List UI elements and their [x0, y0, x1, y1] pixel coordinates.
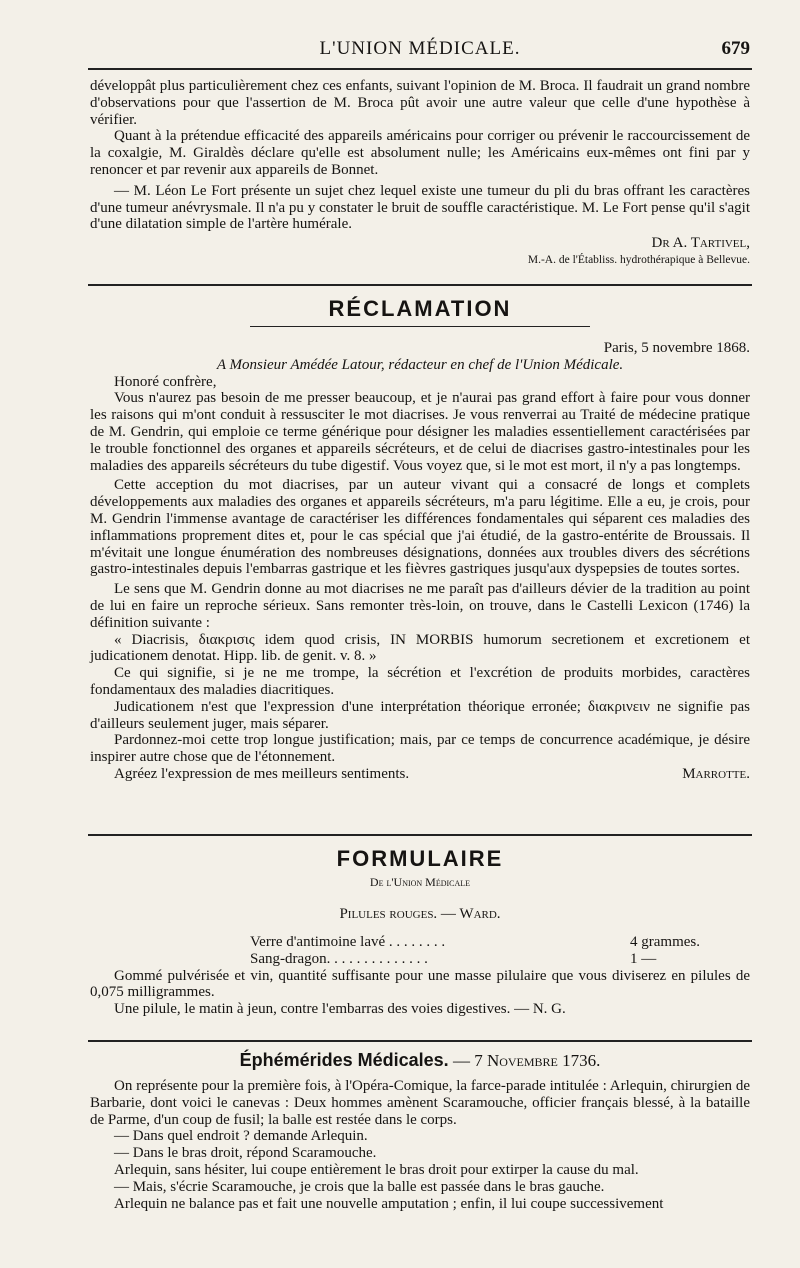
- ingredient-name: Sang-dragon. . . . . . . . . . . . . .: [250, 950, 428, 967]
- formulaire-subtitle-text: De l'Union Médicale: [369, 875, 471, 889]
- page-number: 679: [721, 38, 750, 59]
- ingredient-qty: 1 —: [630, 950, 657, 967]
- recipe-title-text: Pilules rouges. — Ward.: [339, 906, 501, 922]
- ephemerides-paragraph: — Dans le bras droit, répond Scaramouche.: [114, 1145, 377, 1162]
- author-signature: Dr A. Tartivel,: [651, 235, 750, 252]
- letter-signature: Marrotte.: [682, 765, 750, 782]
- ingredient-row: [90, 951, 750, 968]
- intro-paragraph: développât plus particulièrement chez ces enfants, suivant l'opinion de M. Broca. Il faudrait un grand nombre d'observations pour que l'assertion de M. Broca pût avoir une autre valeur que celle d'une hypothèse à vérifier.: [90, 78, 750, 128]
- ephemerides-date: — 7 Novembre 1736.: [452, 1051, 601, 1070]
- letter-salutation: Honoré confrère,: [114, 373, 217, 390]
- intro-section: [90, 78, 750, 269]
- letter-paragraph: Ce qui signifie, si je ne me trompe, la sécrétion et l'excrétion de produits morbides, caractères fondamentaux des maladies diacritiques.: [90, 665, 750, 698]
- letter-paragraph: Pardonnez-moi cette trop longue justification; mais, par ce temps de concurrence académique, je désire inspirer autre chose que de l'étonnement.: [90, 732, 750, 766]
- page-header: [90, 38, 750, 64]
- ephemerides-heading: [90, 1050, 750, 1071]
- letter-paragraph: Vous n'aurez pas besoin de me presser beaucoup, et je n'aurai pas grand effort à faire pour vous donner les raisons qui m'ont conduit à ressusciter le mot diacrises. Je vous renverrai au Traité de médecine pratique de M. Gendrin, qui emploie ce terme générique pour désigner les maladies essentiellement caractérisées par le trouble fonctionnel des organes et appareils sécréteurs, et de celui de diacrises gastro-intestinales pour les maladies des appareils sécréteurs du tube digestif. Vous voyez que, si le mot est mort, il n'y a pas longtemps.: [90, 390, 750, 474]
- recipe-title: [90, 906, 750, 923]
- running-title: L'UNION MÉDICALE.: [319, 38, 521, 59]
- title-underline: [250, 326, 590, 327]
- ephemerides-paragraph: Arlequin, sans hésiter, lui coupe entièrement le bras droit pour extirper la cause du mal.: [114, 1161, 639, 1178]
- ephemerides-section: [90, 1078, 750, 1212]
- ephemerides-paragraph: On représente pour la première fois, à l'Opéra-Comique, la farce-parade intitulée : Arlequin, chirurgien de Barbarie, dont voici le canevas : Deux hommes amènent Scaramouche, officier français blessé, à la bataille de Parme, d'un coup de fusil; la balle est restée dans le corps.: [90, 1078, 750, 1128]
- section-title-reclamation: RÉCLAMATION: [328, 296, 512, 321]
- section-rule: [88, 284, 752, 286]
- recipe-paragraph: Une pilule, le matin à jeun, contre l'embarras des voies digestives. — N. G.: [114, 1001, 566, 1018]
- intro-paragraph: Quant à la prétendue efficacité des appareils américains pour corriger ou prévenir le raccourcissement de la coxalgie, M. Giraldès déclare qu'elle est absolument nulle; les Américains eux-mêmes ont fini par y renoncer et par revenir aux appareils de Bonnet.: [90, 128, 750, 178]
- ephemerides-paragraph: — Dans quel endroit ? demande Arlequin.: [114, 1128, 368, 1145]
- letter-address: A Monsieur Amédée Latour, rédacteur en chef de l'Union Médicale.: [216, 356, 624, 373]
- author-affiliation: M.-A. de l'Établiss. hydrothérapique à Bellevue.: [527, 253, 750, 266]
- reclamation-section: [90, 340, 750, 783]
- letter-quote: « Diacrisis, διακρισις idem quod crisis, IN MORBIS humorum secretionem et excretionem et judicationem denotat. Hipp. lib. de genit. v. 8. »: [90, 631, 750, 665]
- recipe-paragraph: Gommé pulvérisée et vin, quantité suffisante pour une masse pilulaire que vous diviserez en pilules de 0,075 milligrammes.: [90, 967, 750, 1001]
- intro-paragraph: — M. Léon Le Fort présente un sujet chez lequel existe une tumeur du pli du bras offrant les caractères d'une tumeur anévrysmale. Il n'a pu y constater le bruit de souffle caractéristique. M. Le Fort pense qu'il s'agit d'une dilatation simple de l'artère humérale.: [90, 182, 750, 233]
- ingredient-name: Verre d'antimoine lavé . . . . . . . .: [250, 934, 446, 950]
- ephemerides-paragraph: Arlequin ne balance pas et fait une nouvelle amputation ; enfin, il lui coupe successivement: [114, 1195, 664, 1212]
- ingredient-row: [90, 934, 750, 951]
- recipe-section: [90, 934, 750, 1018]
- letter-closing: [90, 766, 750, 783]
- ephemerides-title: Éphémérides Médicales.: [239, 1050, 449, 1070]
- ephemerides-paragraph: — Mais, s'écrie Scaramouche, je crois que la balle est passée dans le bras gauche.: [114, 1178, 605, 1195]
- ingredient-qty: 4 grammes.: [630, 934, 700, 950]
- letter-closing-text: Agréez l'expression de mes meilleurs sentiments.: [114, 765, 410, 782]
- formulaire-subtitle: [90, 874, 750, 891]
- section-title-formulaire: FORMULAIRE: [336, 846, 504, 871]
- letter-paragraph: Judicationem n'est que l'expression d'une interprétation théorique erronée; διακρινειν ne signifie pas d'ailleurs seulement juger, mais séparer.: [90, 698, 750, 732]
- letter-date: Paris, 5 novembre 1868.: [603, 340, 750, 356]
- section-rule: [88, 1040, 752, 1042]
- letter-paragraph: Le sens que M. Gendrin donne au mot diacrises ne me paraît pas d'ailleurs dévier de la tradition au point de lui en faire un reproche sérieux. Sans remonter très-loin, on trouve, dans le Castelli Lexicon (1746) la définition suivante :: [90, 581, 750, 631]
- letter-paragraph: Cette acception du mot diacrises, par un auteur vivant qui a consacré de longs et complets développements aux maladies des organes et appareils sécréteurs, m'a paru légitime. Elle a eu, je crois, pour M. Gendrin l'immense avantage de caractériser les différences fondamentales qui séparent ces maladies des inflammations proprement dites et, pour le cas spécial que j'ai étudié, de la gastro-entérite de Broussais. Il m'évitait une longue énumération des nombreuses désignations, données aux troubles divers des sécrétions gastro-intestinales depuis l'embarras gastrique et les fièvres gastriques jusqu'aux dyspepsies de toutes sortes.: [90, 477, 750, 578]
- header-rule: [88, 68, 752, 70]
- section-rule: [88, 834, 752, 836]
